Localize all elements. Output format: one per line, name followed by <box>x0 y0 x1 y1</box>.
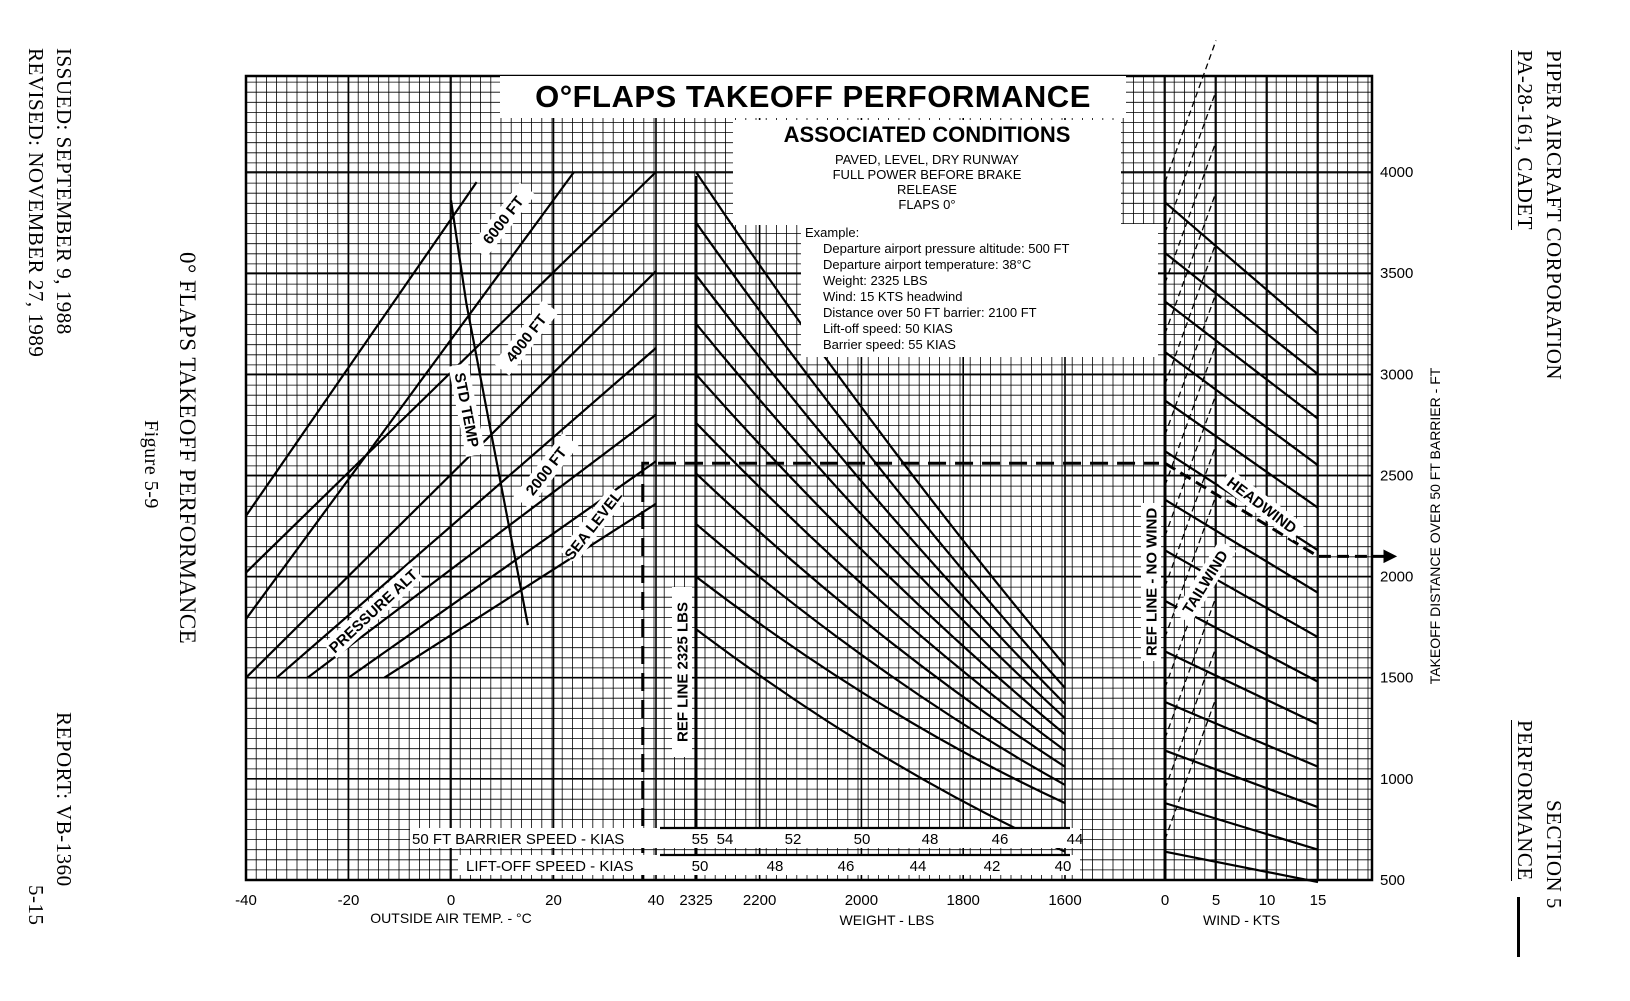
wind-tick-label: 0 <box>1160 892 1170 909</box>
weight-guide-line <box>696 629 1065 852</box>
example-heading: Example: <box>805 225 860 240</box>
liftoff-speed-value: 42 <box>983 858 1001 875</box>
weight-guide-line <box>696 423 1065 751</box>
company-name: PIPER AIRCRAFT CORPORATION <box>1542 50 1566 381</box>
wind-tick-label: 5 <box>1211 892 1221 909</box>
headwind-line <box>1165 803 1318 850</box>
condition-line: RELEASE <box>897 182 957 197</box>
weight-guide-line <box>696 473 1065 766</box>
liftoff-speed-value: 48 <box>766 858 784 875</box>
temp-tick-label: 20 <box>545 892 562 909</box>
weight-guide-line <box>696 374 1065 734</box>
temp-tick-label: 0 <box>446 892 456 909</box>
y-axis-label: TAKEOFF DISTANCE OVER 50 FT BARRIER - FT <box>1427 367 1443 685</box>
example-line: Weight: 2325 LBS <box>823 273 928 288</box>
barrier-speed-value: 52 <box>784 831 802 848</box>
weight-tick-label: 2200 <box>742 892 777 909</box>
example-line: Distance over 50 FT barrier: 2100 FT <box>823 305 1037 320</box>
aircraft-model: PA-28-161, CADET <box>1513 50 1537 230</box>
altitude-line <box>308 415 657 678</box>
liftoff-speed-value: 50 <box>691 858 709 875</box>
tailwind-line <box>1165 41 1216 183</box>
barrier-speed-value: 48 <box>921 831 939 848</box>
conditions-heading: ASSOCIATED CONDITIONS <box>783 122 1071 147</box>
figure-caption-title: 0° FLAPS TAKEOFF PERFORMANCE <box>175 252 200 645</box>
weight-tick-label: 2000 <box>844 892 879 909</box>
headwind-line <box>1165 500 1318 593</box>
headwind-line <box>1165 702 1318 767</box>
y-tick-label: 1000 <box>1380 770 1414 788</box>
liftoff-speed-value: 46 <box>837 858 855 875</box>
section-number: SECTION 5 <box>1542 800 1566 909</box>
weight-guide-line <box>696 324 1065 718</box>
example-line: Barrier speed: 55 KIAS <box>823 337 956 352</box>
condition-line: FLAPS 0° <box>898 197 956 212</box>
chart-title: O°FLAPS TAKEOFF PERFORMANCE <box>500 76 1126 118</box>
y-tick-label: 2500 <box>1380 467 1414 485</box>
liftoff-speed-value: 44 <box>909 858 927 875</box>
y-tick-label: 1500 <box>1380 669 1414 687</box>
weight-tick-label: 2325 <box>679 892 713 909</box>
liftoff-speed-value: 40 <box>1054 858 1072 875</box>
weight-tick-label: 1600 <box>1048 892 1082 909</box>
y-tick-label: 4000 <box>1380 164 1414 181</box>
y-tick-label: 3000 <box>1380 366 1414 384</box>
y-tick-label: 500 <box>1380 872 1406 889</box>
section-name: PERFORMANCE <box>1513 720 1537 881</box>
barrier-speed-value: 50 <box>853 831 871 848</box>
sea-level-label: SEA LEVEL <box>561 487 626 564</box>
pressure-alt-label: PRESSURE ALT <box>326 566 422 657</box>
barrier-speed-value: 44 <box>1066 831 1084 848</box>
headwind-line <box>1165 301 1318 418</box>
wind-ref-line-label: REF LINE - NO WIND <box>1143 507 1161 657</box>
y-tick-label: 3500 <box>1380 265 1414 283</box>
headwind-line <box>1165 352 1318 465</box>
temp-tick-label: -20 <box>337 892 360 909</box>
alt-4000-label: 4000 FT <box>502 311 551 366</box>
report-number: REPORT: VB-1360 <box>52 712 76 887</box>
barrier-speed-value: 55 <box>691 831 709 848</box>
barrier-speed-value: 46 <box>991 831 1009 848</box>
wind-tick-label: 15 <box>1309 892 1327 909</box>
weight-tick-label: 1800 <box>946 892 980 909</box>
example-line: Wind: 15 KTS headwind <box>823 289 963 304</box>
example-box <box>801 224 1158 357</box>
temp-axis-label: OUTSIDE AIR TEMP. - °C <box>370 910 532 926</box>
example-line: Lift-off speed: 50 KIAS <box>823 321 953 336</box>
barrier-speed-label: 50 FT BARRIER SPEED - KIAS <box>412 831 625 848</box>
revised-date: REVISED: NOVEMBER 27, 1989 <box>24 48 48 358</box>
tailwind-label: TAILWIND <box>1179 547 1232 618</box>
wind-tick-label: 10 <box>1258 892 1276 909</box>
figure-caption-number: Figure 5-9 <box>140 420 162 509</box>
weight-guide-line <box>696 524 1065 785</box>
example-line: Departure airport pressure altitude: 500 FT <box>823 241 1070 256</box>
weight-axis-label: WEIGHT - LBS <box>839 912 935 928</box>
weight-ref-line-label: REF LINE 2325 LBS <box>674 601 692 743</box>
associated-conditions <box>733 120 1121 225</box>
alt-2000-label: 2000 FT <box>522 444 571 499</box>
std-temp-label: STD TEMP <box>450 371 482 450</box>
wind-axis-label: WIND - KTS <box>1203 912 1280 928</box>
issued-date: ISSUED: SEPTEMBER 9, 1988 <box>52 48 76 335</box>
headwind-label: HEADWIND <box>1223 474 1300 538</box>
alt-6000-label: 6000 FT <box>479 193 528 248</box>
headwind-line <box>1165 852 1318 882</box>
barrier-speed-value: 54 <box>716 831 734 848</box>
y-tick-label: 2000 <box>1380 568 1414 586</box>
temp-tick-label: 40 <box>647 892 665 909</box>
temp-tick-label: -40 <box>235 892 257 909</box>
example-arrow <box>1384 550 1396 562</box>
condition-line: FULL POWER BEFORE BRAKE <box>832 167 1022 182</box>
condition-line: PAVED, LEVEL, DRY RUNWAY <box>835 152 1019 167</box>
liftoff-speed-label: LIFT-OFF SPEED - KIAS <box>466 858 634 875</box>
page-number: 5-15 <box>24 885 48 926</box>
example-line: Departure airport temperature: 38°C <box>823 257 1032 272</box>
